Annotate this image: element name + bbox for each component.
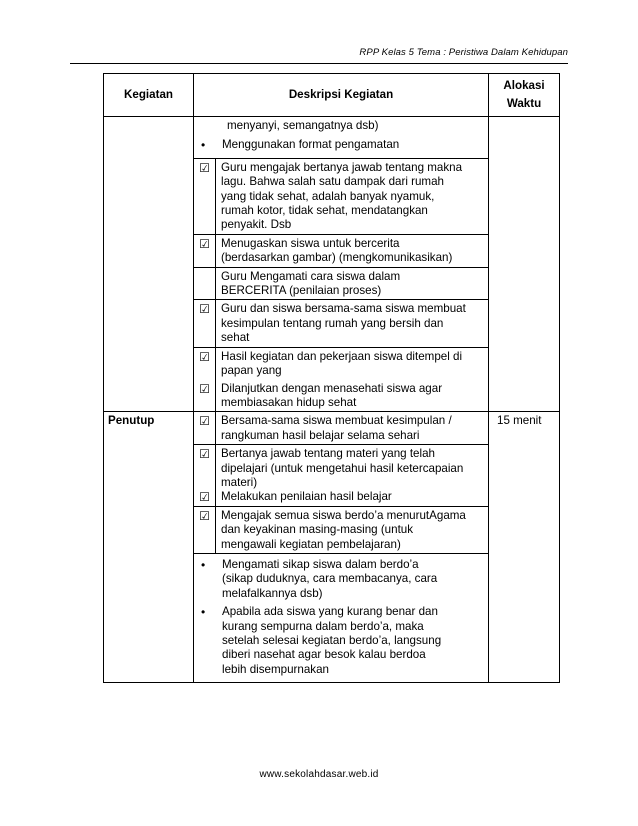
table-row <box>104 412 560 445</box>
bullet-list <box>194 138 484 152</box>
desc-cell <box>216 267 489 300</box>
list-item <box>194 605 484 677</box>
col-header-alokasi-line1: Alokasi <box>503 79 545 92</box>
desc-line: Bersama-sama siswa membuat kesimpulan / <box>221 414 452 428</box>
desc-line: Hasil kegiatan dan pekerjaan siswa ditempel di <box>221 349 463 363</box>
desc-line: Mengajak semua siswa berdo’a menurutAgama <box>221 508 466 522</box>
lesson-activity-table <box>103 73 560 683</box>
col-header-alokasi-line2: Waktu <box>506 97 542 110</box>
list-item <box>194 558 484 601</box>
desc-line: kurang sempurna dalam berdo’a, maka <box>222 619 424 633</box>
desc-line: mengawali kegiatan pembelajaran) <box>221 537 401 551</box>
checkbox-icon-pair <box>194 445 216 507</box>
desc-line: setelah selesai kegiatan berdo’a, langsung <box>222 634 442 647</box>
kegiatan-cell-empty <box>104 117 194 412</box>
page-footer: www.sekolahdasar.web.id <box>259 769 379 780</box>
checkbox-icon: ☑ <box>194 412 216 445</box>
alokasi-penutup: 15 menit <box>489 412 560 683</box>
alokasi-cell-empty <box>489 117 560 412</box>
desc-cell <box>216 412 489 445</box>
desc-cell <box>194 553 489 682</box>
desc-line: lebih disempurnakan <box>222 662 329 676</box>
desc-line: Guru Mengamati cara siswa dalam <box>221 269 401 283</box>
continued-text: menyanyi, semangatnya dsb) <box>227 119 379 132</box>
desc-line: Guru mengajak bertanya jawab tentang makna <box>221 160 463 174</box>
desc-line: Dilanjutkan dengan menasehati siswa agar <box>221 381 443 395</box>
col-header-alokasi <box>489 74 560 117</box>
desc-cell <box>216 347 489 379</box>
desc-line: sehat <box>221 331 250 345</box>
bullet-list <box>194 558 484 677</box>
desc-line: penyakit. Dsb <box>221 218 292 232</box>
desc-line: lagu. Bahwa salah satu dampak dari rumah <box>221 175 444 189</box>
header-rule <box>70 63 568 64</box>
desc-line: papan yang <box>221 364 282 378</box>
desc-line: • Mengamati sikap siswa dalam berdo’a <box>222 557 419 571</box>
checkbox-icon: ☑ <box>194 234 216 267</box>
checkbox-icon: ☑ <box>194 300 216 347</box>
desc-line: Guru dan siswa bersama-sama siswa membuat <box>221 302 466 316</box>
desc-line: dipelajari (untuk mengetahui hasil ketercapaian <box>221 461 464 475</box>
checkbox-icon: ☑ <box>194 380 216 412</box>
empty-mark-cell <box>194 267 216 300</box>
desc-line: (berdasarkan gambar) (mengkomunikasikan) <box>221 251 453 265</box>
desc-line: diberi nasehat agar besok kalau berdoa <box>222 648 426 662</box>
desc-line: rumah kotor, tidak sehat, mendatangkan <box>221 204 428 218</box>
desc-cell <box>194 117 489 159</box>
col-header-deskripsi: Deskripsi Kegiatan <box>194 74 489 117</box>
table-row <box>104 117 560 159</box>
desc-line: Menugaskan siswa untuk bercerita <box>221 236 400 250</box>
desc-line: Bertanya jawab tentang materi yang telah <box>221 447 435 461</box>
spacer <box>194 462 215 490</box>
desc-line: rangkuman hasil belajar selama sehari <box>221 428 420 442</box>
list-item: • Menggunakan format pengamatan <box>194 138 484 152</box>
desc-cell <box>216 234 489 267</box>
desc-line: (sikap duduknya, cara membacanya, cara <box>222 572 438 586</box>
desc-cell <box>216 380 489 412</box>
desc-cell <box>216 445 489 507</box>
desc-line: Melakukan penilaian hasil belajar <box>221 490 392 504</box>
col-header-kegiatan: Kegiatan <box>104 74 194 117</box>
desc-line: membiasakan hidup sehat <box>221 395 357 409</box>
checkbox-icon: ☑ <box>194 158 216 234</box>
desc-line: melafalkannya dsb) <box>222 586 323 600</box>
desc-cell <box>216 506 489 553</box>
desc-line: kesimpulan tentang rumah yang bersih dan <box>221 316 444 330</box>
desc-line: yang tidak sehat, adalah banyak nyamuk, <box>221 189 435 203</box>
desc-line: dan keyakinan masing-masing (untuk <box>221 523 414 537</box>
checkbox-icon: ☑ <box>199 489 210 504</box>
desc-cell <box>216 158 489 234</box>
checkbox-icon: ☑ <box>199 447 210 462</box>
desc-line: • Apabila ada siswa yang kurang benar dan <box>222 605 438 619</box>
desc-line: BERCERITA (penilaian proses) <box>221 284 382 298</box>
kegiatan-penutup: Penutup <box>104 412 194 683</box>
page-header: RPP Kelas 5 Tema : Peristiwa Dalam Kehidupan <box>359 47 568 58</box>
checkbox-icon: ☑ <box>194 506 216 553</box>
desc-line: materi) <box>221 475 258 489</box>
desc-cell <box>216 300 489 347</box>
checkbox-icon: ☑ <box>194 347 216 379</box>
table-header-row <box>104 74 560 117</box>
